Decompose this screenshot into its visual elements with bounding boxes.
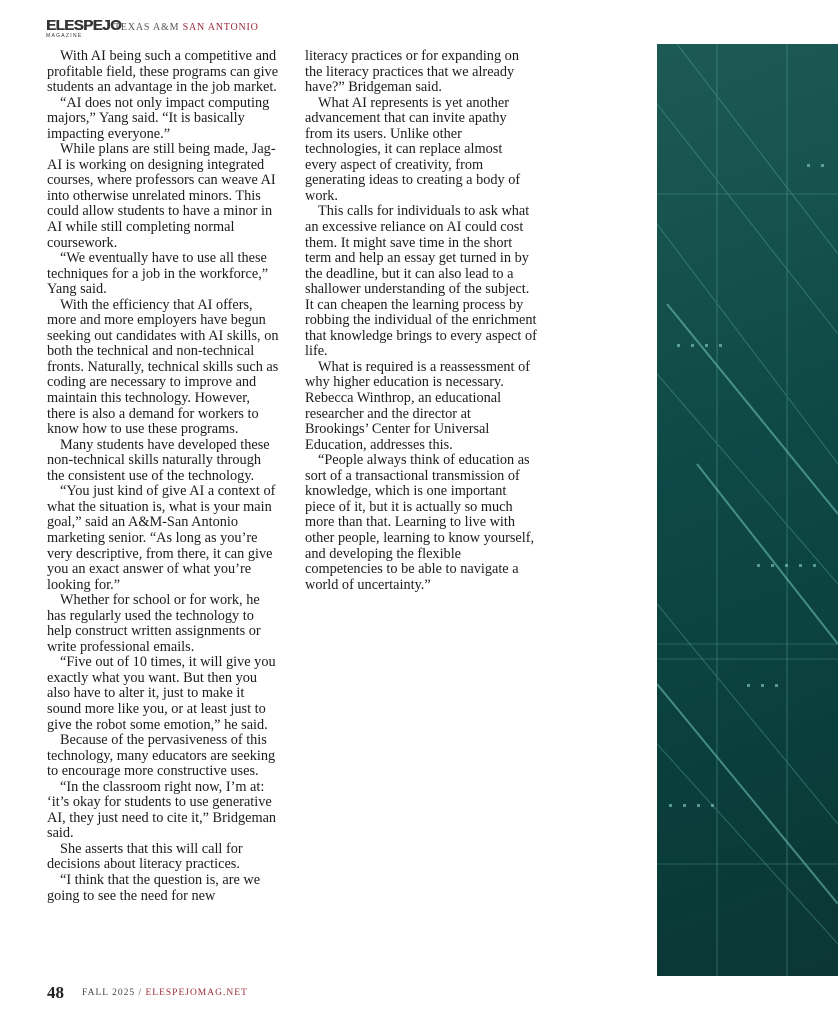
article-paragraph: “Five out of 10 times, it will give you exactly what you want. But then you also have to alter it, just to make it sound more like you, or at least just to give the robot some emotion,” he said. (47, 654, 276, 733)
article-paragraph: She asserts that this will call for decisions about literacy practices. (47, 840, 243, 873)
website-link[interactable]: ELESPEJOMAG.NET (145, 988, 248, 998)
article-paragraph: What AI represents is yet another advancement that can invite apathy from its users. Unlike other technologies, it can replace almost every aspect of creativity, from generating ideas to creating a body of work. (305, 94, 521, 204)
article-paragraph: “We eventually have to use all these techniques for a job in the workforce,” Yang said. (47, 250, 269, 298)
article-paragraph: “AI does not only impact computing majors,” Yang said. “It is basically impacting everyone.” (47, 94, 270, 142)
article-paragraph: Many students have developed these non-technical skills naturally through the consistent use of the technology. (47, 436, 270, 484)
page-footer (47, 983, 447, 1003)
article-paragraph: With the efficiency that AI offers, more and more employers have begun seeking out candidates with AI skills, on both the technical and non-technical fronts. Naturally, technical skills such as coding are necessary to improve and maintain this technology. However, there is also a demand for workers to know how to use these programs. (47, 296, 279, 438)
circuit-pattern-graphic (657, 44, 838, 976)
article-paragraph: “People always think of education as sort of a transactional transmission of knowledge, which is one important piece of it, but it is actually so much more than that. Learning to live with other people, learning to know yourself, and developing the flexible competencies to be able to navigate a world of uncertainty.” (305, 452, 535, 593)
article-paragraph: “In the classroom right now, I’m at: ‘it’s okay for students to use generative AI, they just need to cite it,” Bridgeman said. (47, 778, 277, 842)
el-espejo-logo (46, 16, 122, 42)
institution-name (114, 22, 259, 33)
article-column-1 (47, 49, 279, 904)
logo-wordmark: ELESPEJO (46, 17, 122, 34)
article-paragraph: What is required is a reassessment of why higher education is necessary. Rebecca Winthrop, an educational researcher and the director at Brookings’ Center for Universal Education, addresses this. (305, 358, 531, 453)
article-paragraph: Because of the pervasiveness of this technology, many educators are seeking to encourage more constructive uses. (47, 732, 276, 780)
institution-label: TEXAS A&M (114, 22, 180, 33)
institution-city: SAN ANTONIO (182, 22, 259, 33)
article-paragraph: “I think that the question is, are we going to see the need for new (47, 871, 261, 904)
logo-subtext: MAGAZINE (46, 33, 83, 39)
page-number: 48 (47, 983, 64, 1002)
article-paragraph: “You just kind of give AI a context of what the situation is, what is your main goal,” said an A&M-San Antonio marketing senior. “As long as you’re very descriptive, from there, it can give you an exact answer of what you’re looking for.” (47, 483, 276, 593)
article-paragraph: While plans are still being made, Jag-AI is working on designing integrated courses, where professors can weave AI into otherwise unrelated minors. This could allow students to have a minor in AI while still completing normal coursework. (47, 141, 276, 251)
issue-label: FALL 2025 / (82, 988, 143, 998)
article-paragraph: Whether for school or for work, he has regularly used the technology to help construct written assignments or write professional emails. (47, 592, 261, 655)
article-column-2 (305, 49, 537, 593)
page-header (46, 16, 446, 42)
ai-circuit-photo (657, 44, 838, 976)
article-paragraph: literacy practices or for expanding on the literacy practices that we already have?” Bridgeman said. (305, 48, 519, 96)
article-paragraph: This calls for individuals to ask what an excessive reliance on AI could cost them. It might save time in the short term and help an essay get turned in by the deadline, but it can also lead to a shallower understanding of the subject. It can cheapen the learning process by robbing the individual of the enrichment that knowledge brings to every aspect of life. (305, 203, 537, 360)
article-paragraph: With AI being such a competitive and profitable field, these programs can give students an advantage in the job market. (47, 48, 279, 96)
issue-line (82, 988, 248, 998)
